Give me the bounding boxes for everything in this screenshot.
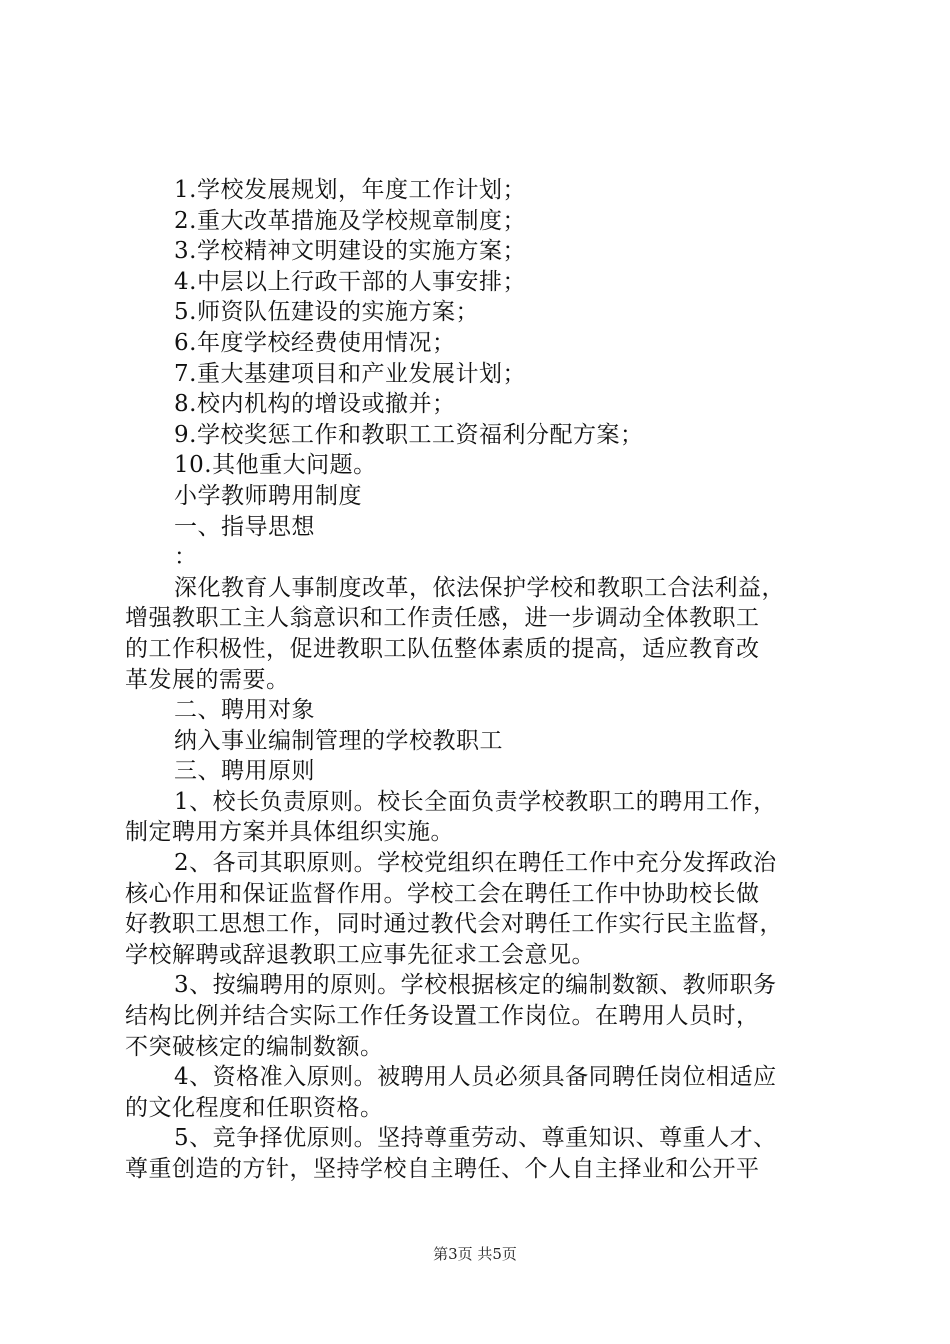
list-item-teacher-team: 5.师资队伍建设的实施方案； <box>174 299 479 326</box>
list-item-other-issues: 10.其他重大问题。 <box>174 452 377 479</box>
heading-employment-principles: 三、聘用原则 <box>174 758 315 785</box>
body-text <box>125 175 845 1185</box>
principle-5-line-2: 尊重创造的方针，坚持学校自主聘任、个人自主择业和公开平 <box>125 1156 760 1182</box>
principle-2-line-3: 好教职工思想工作，同时通过教代会对聘任工作实行民主监督， <box>125 911 783 938</box>
principle-3-line-2: 结构比例并结合实际工作任务设置工作岗位。在聘用人员时， <box>125 1003 760 1030</box>
principle-2-line-4: 学校解聘或辞退教职工应事先征求工会意见。 <box>125 941 595 968</box>
principle-3-line-3: 不突破核定的编制数额。 <box>125 1033 384 1060</box>
heading-guiding-thought: 一、指导思想 <box>174 513 315 540</box>
list-item-reform-measures: 2.重大改革措施及学校规章制度； <box>174 207 526 234</box>
principle-5-line-1: 5、竞争择优原则。坚持尊重劳动、尊重知识、尊重人才、 <box>174 1125 777 1152</box>
colon-line: ： <box>174 544 198 571</box>
principle-1-line-1: 1、校长负责原则。校长全面负责学校教职工的聘用工作， <box>174 788 777 815</box>
list-item-institutions: 8.校内机构的增设或撤并； <box>174 391 456 418</box>
paragraph-guiding-line-1: 深化教育人事制度改革，依法保护学校和教职工合法利益， <box>174 574 785 601</box>
paragraph-guiding-line-2: 增强教职工主人翁意识和工作责任感，进一步调动全体教职工 <box>125 605 760 632</box>
paragraph-employment-target: 纳入事业编制管理的学校教职工 <box>174 727 503 754</box>
principle-1-line-2: 制定聘用方案并具体组织实施。 <box>125 819 454 846</box>
list-item-infrastructure: 7.重大基建项目和产业发展计划； <box>174 360 526 387</box>
list-item-spiritual-civilization: 3.学校精神文明建设的实施方案； <box>174 238 526 265</box>
principle-4-line-2: 的文化程度和任职资格。 <box>125 1094 384 1121</box>
list-item-development-plan: 1.学校发展规划，年度工作计划； <box>174 177 526 203</box>
principle-2-line-2: 核心作用和保证监督作用。学校工会在聘任工作中协助校长做 <box>125 880 760 907</box>
page-footer: 第3页 共5页 <box>433 1245 517 1263</box>
list-item-rewards-welfare: 9.学校奖惩工作和教职工工资福利分配方案； <box>174 421 644 448</box>
paragraph-guiding-line-3: 的工作积极性，促进教职工队伍整体素质的提高，适应教育改 <box>125 635 760 662</box>
section-title: 小学教师聘用制度 <box>174 482 362 509</box>
paragraph-guiding-line-4: 革发展的需要。 <box>125 666 290 693</box>
list-item-personnel-arrangement: 4.中层以上行政干部的人事安排； <box>174 268 526 295</box>
heading-employment-target: 二、聘用对象 <box>174 697 315 724</box>
principle-4-line-1: 4、资格准入原则。被聘用人员必须具备同聘任岗位相适应 <box>174 1064 777 1091</box>
principle-2-line-1: 2、各司其职原则。学校党组织在聘任工作中充分发挥政治 <box>174 850 777 877</box>
list-item-funding-usage: 6.年度学校经费使用情况； <box>174 329 456 356</box>
principle-3-line-1: 3、按编聘用的原则。学校根据核定的编制数额、教师职务 <box>174 972 777 999</box>
